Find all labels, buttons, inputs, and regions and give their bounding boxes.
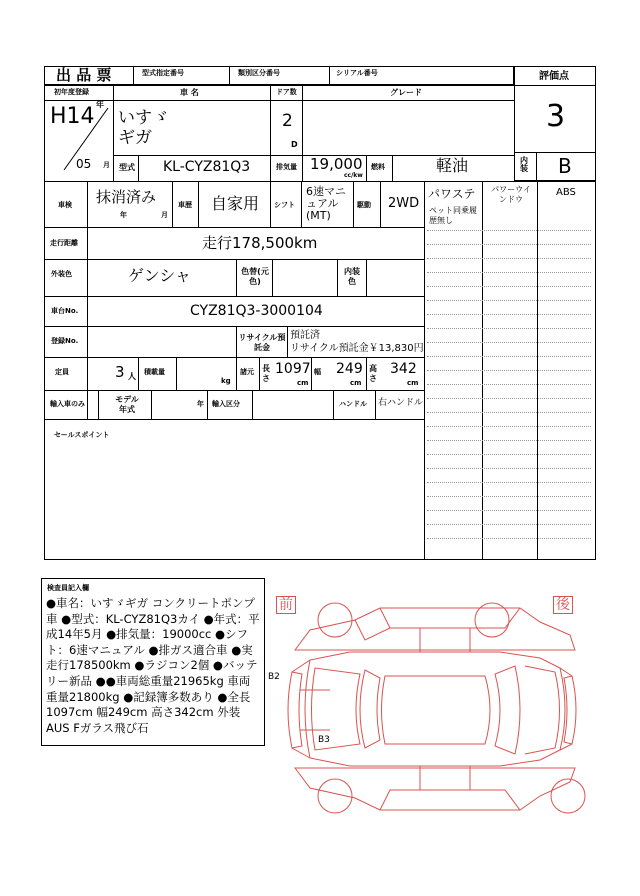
length-unit: cm xyxy=(297,379,309,387)
rear-label: 後 xyxy=(553,596,573,614)
model-value: KL-CYZ81Q3 xyxy=(163,159,251,175)
mileage-label: 走行距離 xyxy=(50,239,78,247)
model-year-label: モデル年式 xyxy=(115,395,139,414)
score-value: 3 xyxy=(546,99,566,134)
color-change-label: 色替(元色) xyxy=(241,267,269,286)
rear-bumper xyxy=(564,676,576,744)
category-label: 類別区分番号 xyxy=(238,69,280,77)
year-unit: 年 xyxy=(96,100,104,109)
capacity-unit: 人 xyxy=(128,372,136,381)
car-damage-diagram xyxy=(270,590,600,830)
length-label: 長さ xyxy=(262,364,270,383)
tires-label: 諸元 xyxy=(240,368,254,376)
page-title: 出 品 票 xyxy=(56,66,112,84)
import-label: 輸入車のみ xyxy=(50,400,85,408)
front-label: 前 xyxy=(276,596,296,614)
length-value: 1097 xyxy=(275,361,311,377)
car-name-label: 車 名 xyxy=(180,88,199,97)
month-unit: 月 xyxy=(103,161,110,169)
roof xyxy=(382,676,491,744)
year-prefix: H14 xyxy=(50,104,95,129)
side-panel-bottom xyxy=(295,768,575,810)
sales-point-label: セールスポイント xyxy=(54,431,110,439)
chassis-label: 車台No. xyxy=(51,307,79,315)
inspection-month-unit: 月 xyxy=(161,211,168,219)
load-label: 積載量 xyxy=(144,368,165,376)
usage-label: 車歴 xyxy=(178,201,192,209)
fuel-label: 燃料 xyxy=(371,163,385,171)
inspection-label: 車検 xyxy=(58,201,72,209)
inspection-year-unit: 年 xyxy=(120,211,127,219)
month-value: 05 xyxy=(76,157,92,171)
drive-label: 駆動 xyxy=(357,201,371,209)
mark-b3: B3 xyxy=(318,735,330,745)
import-cat-label: 輸入区分 xyxy=(212,400,240,408)
load-unit: kg xyxy=(221,377,231,385)
recycle-label: リサイクル預託金 xyxy=(238,333,286,352)
capacity-value: 3 xyxy=(115,363,125,381)
drive-value: 2WD xyxy=(388,196,420,211)
grade-label: グレード xyxy=(390,88,422,97)
side-panel-top xyxy=(295,608,575,650)
windshield xyxy=(360,670,380,748)
recycle-status: 預託済 xyxy=(290,330,320,341)
displacement-value: 19,000 xyxy=(310,155,363,173)
width-unit: cm xyxy=(350,379,362,387)
tire-rear-right xyxy=(551,779,585,813)
power-steering-label: パワステ xyxy=(428,187,476,201)
chassis-value: CYZ81Q3-3000104 xyxy=(190,303,323,319)
usage-value: 自家用 xyxy=(211,194,260,213)
inspection-value: 抹消済み xyxy=(96,188,157,206)
color-label: 外装色 xyxy=(51,270,72,278)
handle-label: ハンドル xyxy=(339,400,367,408)
shift-label: シフト xyxy=(274,201,295,209)
interior-grade: B xyxy=(558,154,572,178)
displacement-unit: cc/kw xyxy=(344,172,363,179)
inspector-note: ●車名：いすゞギガ コンクリートポンプ車 ●型式：KL-CYZ81Q3カイ ●年式：平成14年5月 ●排気量：19000cc ●シフト：6速マニュアル ●排ガス適合車 ●実走行178500km ●ラジコン2個 ●バッテリー新品 ●●車両総重量21965kg 車両重量21800kg ●記録簿多数あり ●全長1097cm 幅249cm 高さ342cm 外装AUS Fガラス飛び石 xyxy=(46,596,260,735)
width-label: 幅 xyxy=(314,368,321,376)
mark-b2: B2 xyxy=(268,672,280,682)
mileage-value: 走行178,500km xyxy=(202,234,318,252)
displacement-label: 排気量 xyxy=(276,163,297,171)
handle-value: 右ハンドル xyxy=(378,398,424,408)
interior-color-label: 内装色 xyxy=(344,267,360,286)
import-year-unit: 年 xyxy=(197,400,204,408)
car-maker: いすゞ xyxy=(118,108,169,128)
car-name: ギガ xyxy=(118,128,152,148)
recycle-value: リサイクル預託金￥13,830円 xyxy=(290,343,424,354)
color-value: ゲンシャ xyxy=(128,266,191,285)
model-label: 型式 xyxy=(119,163,135,172)
first-reg-label: 初年度登録 xyxy=(54,88,89,96)
door-type: D xyxy=(291,140,298,149)
abs-label: ABS xyxy=(556,187,576,198)
reg-no-label: 登録No. xyxy=(51,337,79,345)
doors-label: ドア数 xyxy=(276,88,297,96)
inspector-label: 検査員記入欄 xyxy=(47,584,89,592)
capacity-label: 定員 xyxy=(55,368,69,376)
rear-window xyxy=(495,666,520,754)
width-value: 249 xyxy=(336,361,363,377)
interior-label: 内装 xyxy=(520,156,528,173)
front-bumper xyxy=(288,672,302,748)
fuel-value: 軽油 xyxy=(436,156,469,175)
power-window-label: パワーウインドウ xyxy=(491,185,531,204)
model-spec-label: 型式指定番号 xyxy=(142,69,184,77)
serial-label: シリアル番号 xyxy=(336,69,378,77)
height-unit: cm xyxy=(407,379,419,387)
doors-value: 2 xyxy=(282,111,293,131)
height-value: 342 xyxy=(390,361,417,377)
shift-value: 6速マニュアル(MT) xyxy=(306,185,346,222)
height-label: 高さ xyxy=(369,364,377,383)
pet-note: ペット同乗履歴無し xyxy=(429,206,477,225)
score-label: 評価点 xyxy=(539,71,569,82)
car-body xyxy=(305,652,565,766)
tire-front-left xyxy=(318,603,352,637)
hood xyxy=(312,668,361,750)
